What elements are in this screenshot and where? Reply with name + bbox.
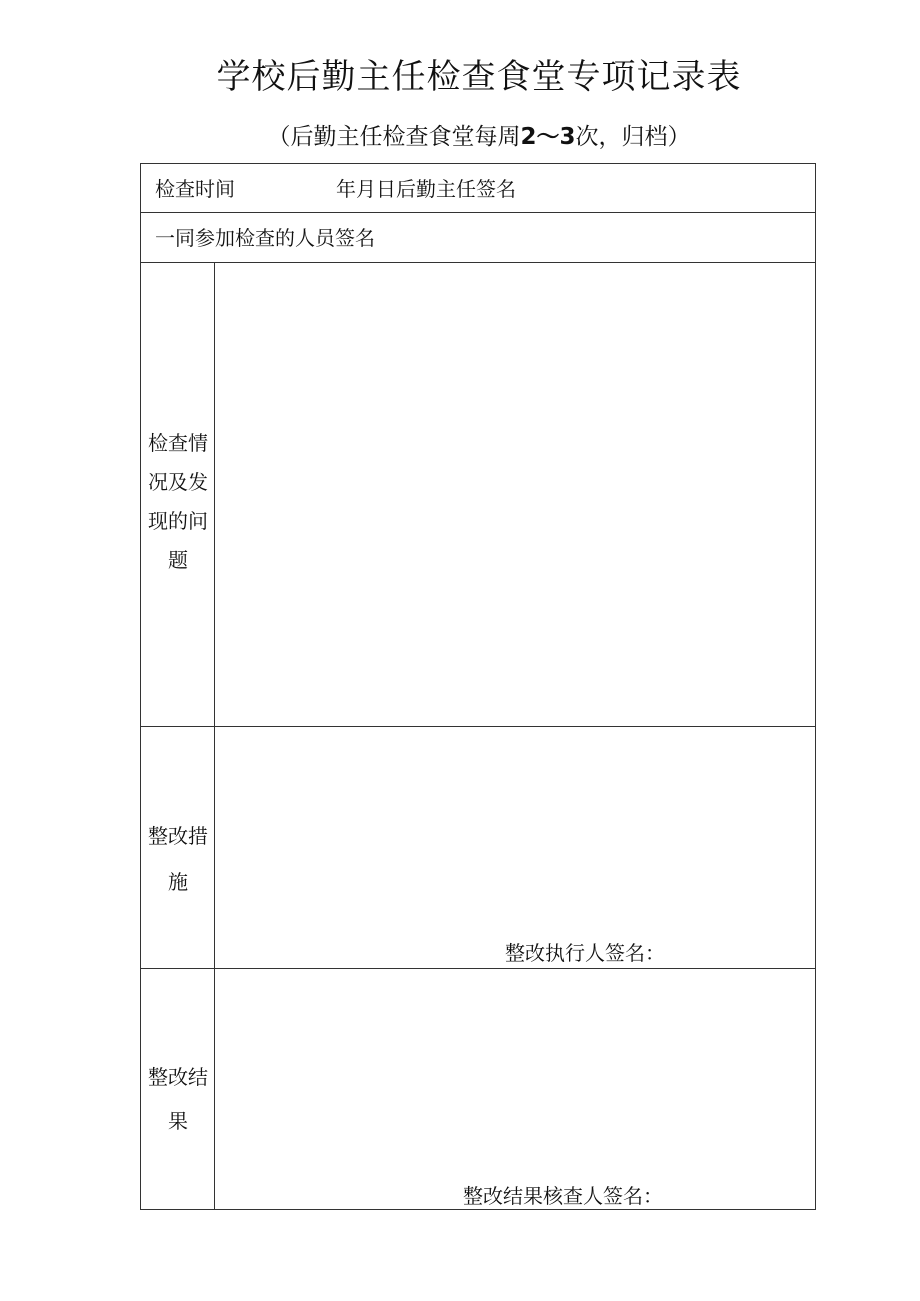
subtitle-frequency: 2～3 [520,124,576,150]
executor-signature-label: 整改执行人签名： [505,941,665,965]
participants-signature-row[interactable] [141,213,815,263]
result-label [141,1055,215,1143]
findings-label-line: 题 [168,548,188,572]
measures-content-area[interactable] [215,727,815,968]
measures-label-line: 施 [168,870,188,894]
record-form-table [140,163,816,1210]
result-content-area[interactable] [215,969,815,1209]
result-label-cell [141,969,215,1209]
result-label-line: 整改结 [148,1065,208,1089]
inspection-time-label: 检查时间 [155,177,235,201]
measures-label-cell [141,727,215,968]
result-label-line: 果 [168,1109,188,1133]
participants-signature-label: 一同参加检查的人员签名 [155,226,375,250]
findings-label-line: 现的问 [148,509,208,533]
document-title: 学校后勤主任检查食堂专项记录表 [216,57,742,97]
date-and-director-signature-field[interactable]: 年月日后勤主任签名 [336,177,516,201]
inspection-time-row [141,164,815,213]
findings-row [141,263,815,727]
findings-label [141,424,215,580]
subtitle-suffix: 次，归档） [575,124,691,150]
findings-content-area[interactable] [215,263,815,726]
measures-label-line: 整改措 [148,824,208,848]
subtitle-prefix: （后勤主任检查食堂每周 [267,124,521,150]
findings-label-cell [141,263,215,726]
result-row [141,969,815,1209]
findings-label-line: 况及发 [148,470,208,494]
verifier-signature-label: 整改结果核查人签名： [463,1184,663,1208]
document-subtitle [0,120,920,154]
measures-label [141,813,215,905]
findings-label-line: 检查情 [148,431,208,455]
measures-row [141,727,815,969]
